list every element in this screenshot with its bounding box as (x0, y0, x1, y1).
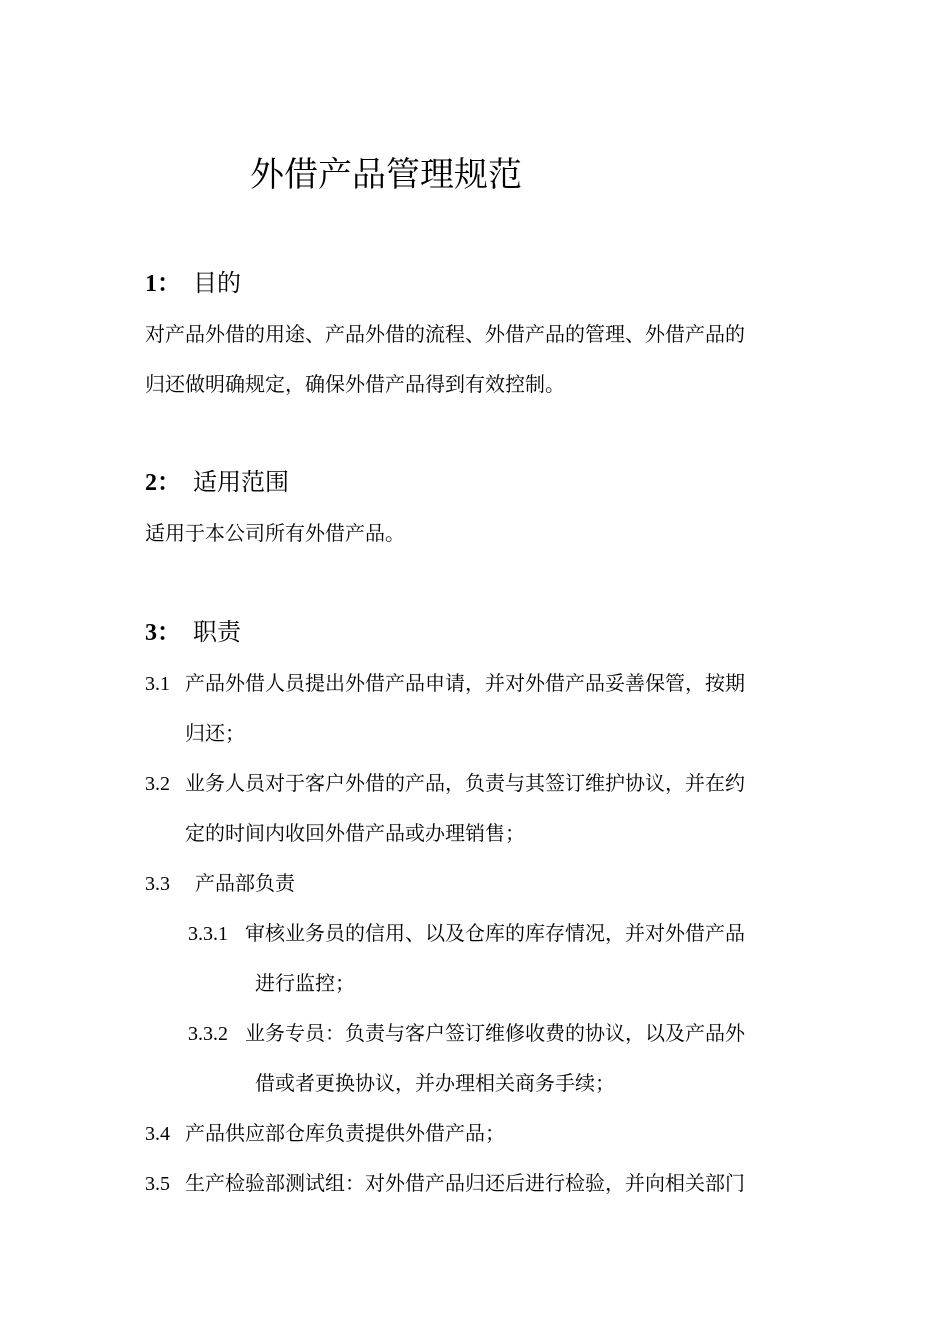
item-3-3-2-number: 3.3.2 (188, 1023, 228, 1045)
item-3-3-1 (188, 918, 745, 949)
section-1-title: 目的 (193, 269, 241, 297)
item-3-3-1-line-2: 进行监控； (255, 971, 355, 995)
section-2-heading (145, 465, 289, 500)
item-3-5-number: 3.5 (145, 1173, 170, 1195)
section-3-heading (145, 615, 241, 650)
item-3-3-1-number: 3.3.1 (188, 923, 228, 945)
section-3-number: 3： (145, 620, 181, 646)
item-3-4-number: 3.4 (145, 1123, 170, 1145)
item-3-2 (145, 768, 745, 799)
section-1-paragraph-line-1: 对产品外借的用途、产品外借的流程、外借产品的管理、外借产品的 (145, 322, 745, 346)
item-3-1-line-2: 归还； (185, 721, 245, 745)
section-1-heading (145, 266, 241, 301)
document-title: 外借产品管理规范 (250, 155, 522, 195)
item-3-3-2 (188, 1018, 745, 1049)
item-3-4 (145, 1118, 505, 1149)
item-3-2-line-1: 业务人员对于客户外借的产品，负责与其签订维护协议，并在约 (185, 771, 745, 795)
section-2-number: 2： (145, 470, 181, 496)
item-3-3-number: 3.3 (145, 873, 170, 895)
section-3-title: 职责 (193, 618, 241, 646)
item-3-1-line-1: 产品外借人员提出外借产品申请，并对外借产品妥善保管，按期 (185, 671, 745, 695)
item-3-3-1-line-1: 审核业务员的信用、以及仓库的库存情况，并对外借产品 (245, 921, 745, 945)
item-3-1-number: 3.1 (145, 673, 170, 695)
item-3-3-line-1: 产品部负责 (195, 871, 295, 895)
item-3-2-line-2: 定的时间内收回外借产品或办理销售； (185, 821, 525, 845)
item-3-5 (145, 1168, 745, 1199)
item-3-3 (145, 868, 295, 899)
item-3-4-line-1: 产品供应部仓库负责提供外借产品； (185, 1121, 505, 1145)
section-2-title: 适用范围 (193, 468, 289, 496)
item-3-2-number: 3.2 (145, 773, 170, 795)
item-3-3-2-line-1: 业务专员：负责与客户签订维修收费的协议，以及产品外 (245, 1021, 745, 1045)
section-1-number: 1： (145, 271, 181, 297)
item-3-5-line-1: 生产检验部测试组：对外借产品归还后进行检验，并向相关部门 (185, 1171, 745, 1195)
section-1-paragraph-line-2: 归还做明确规定，确保外借产品得到有效控制。 (145, 372, 565, 396)
item-3-3-2-line-2: 借或者更换协议，并办理相关商务手续； (255, 1071, 615, 1095)
item-3-1 (145, 668, 745, 699)
section-2-paragraph-line-1: 适用于本公司所有外借产品。 (145, 521, 405, 545)
